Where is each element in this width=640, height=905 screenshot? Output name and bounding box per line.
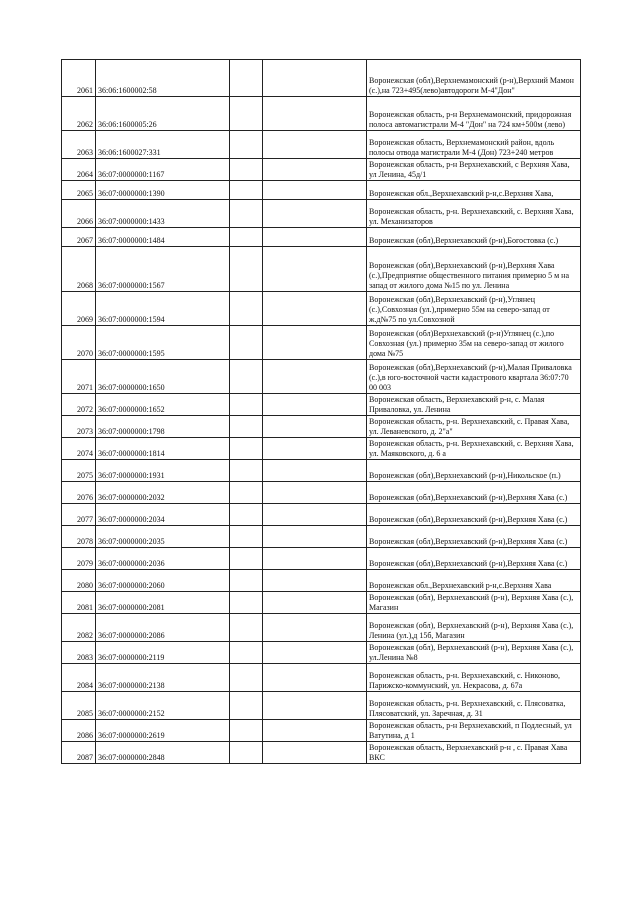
- empty-cell: [230, 570, 263, 592]
- empty-cell: [230, 504, 263, 526]
- row-number: 2063: [62, 131, 96, 159]
- cadastral-number: 36:07:0000000:1650: [96, 360, 230, 394]
- table-row: [62, 292, 581, 326]
- cadastral-number: 36:07:0000000:1567: [96, 247, 230, 292]
- table-row: [62, 614, 581, 642]
- cadastral-number: 36:07:0000000:1814: [96, 438, 230, 460]
- address: Воронежская (обл),Верхнехавский (р-н),Углянец (с.),Совхозная (ул.),примерно 55м на северо-запад от ж.д№75 по ул.Совхозной: [367, 292, 581, 326]
- empty-cell: [230, 526, 263, 548]
- empty-cell: [230, 131, 263, 159]
- empty-cell: [230, 360, 263, 394]
- address: Воронежская область, р-н. Верхнехавский, с. Верхняя Хава, ул. Механизаторов: [367, 200, 581, 228]
- table-row: [62, 200, 581, 228]
- empty-cell: [230, 394, 263, 416]
- table-row: [62, 438, 581, 460]
- empty-cell: [263, 181, 367, 200]
- empty-cell: [230, 159, 263, 181]
- address: Воронежская область, р-н. Верхнехавский, с. Плясоватка, Плясоватский, ул. Заречная, д. 31: [367, 692, 581, 720]
- table-row: [62, 416, 581, 438]
- empty-cell: [263, 60, 367, 97]
- address: Воронежская (обл),Верхнехавский (р-н),Богостовка (с.): [367, 228, 581, 247]
- cadastral-number: 36:07:0000000:1433: [96, 200, 230, 228]
- cadastral-number: 36:07:0000000:1167: [96, 159, 230, 181]
- empty-cell: [230, 592, 263, 614]
- empty-cell: [263, 614, 367, 642]
- registry-table-body: [62, 60, 581, 764]
- empty-cell: [263, 438, 367, 460]
- table-row: [62, 460, 581, 482]
- cadastral-number: 36:07:0000000:2152: [96, 692, 230, 720]
- empty-cell: [230, 200, 263, 228]
- empty-cell: [263, 131, 367, 159]
- table-row: [62, 570, 581, 592]
- table-row: [62, 742, 581, 764]
- table-row: [62, 482, 581, 504]
- cadastral-number: 36:07:0000000:2034: [96, 504, 230, 526]
- empty-cell: [263, 247, 367, 292]
- row-number: 2083: [62, 642, 96, 664]
- cadastral-number: 36:07:0000000:1931: [96, 460, 230, 482]
- table-row: [62, 131, 581, 159]
- empty-cell: [263, 504, 367, 526]
- empty-cell: [263, 642, 367, 664]
- table-row: [62, 548, 581, 570]
- address: Воронежская область, р-н. Верхнехавский, с. Верхняя Хава, ул. Маяковского, д. 6 а: [367, 438, 581, 460]
- empty-cell: [230, 326, 263, 360]
- empty-cell: [230, 228, 263, 247]
- row-number: 2087: [62, 742, 96, 764]
- table-row: [62, 642, 581, 664]
- row-number: 2078: [62, 526, 96, 548]
- address: Воронежская (обл),Верхнемамонский (р-н),Верхний Мамон (с.),на 723+495(лево)автодороги М-4"Дон": [367, 60, 581, 97]
- empty-cell: [230, 292, 263, 326]
- row-number: 2062: [62, 97, 96, 131]
- registry-table: [61, 59, 581, 764]
- empty-cell: [230, 247, 263, 292]
- cadastral-number: 36:07:0000000:2119: [96, 642, 230, 664]
- empty-cell: [230, 60, 263, 97]
- cadastral-number: 36:07:0000000:2036: [96, 548, 230, 570]
- cadastral-number: 36:07:0000000:2086: [96, 614, 230, 642]
- table-row: [62, 159, 581, 181]
- empty-cell: [230, 438, 263, 460]
- row-number: 2071: [62, 360, 96, 394]
- empty-cell: [263, 360, 367, 394]
- empty-cell: [230, 742, 263, 764]
- table-row: [62, 228, 581, 247]
- table-row: [62, 247, 581, 292]
- empty-cell: [263, 326, 367, 360]
- address: Воронежская область, Верхнехавский р-н , с. Правая Хава ВКС: [367, 742, 581, 764]
- row-number: 2079: [62, 548, 96, 570]
- empty-cell: [230, 614, 263, 642]
- table-row: [62, 360, 581, 394]
- cadastral-number: 36:07:0000000:1484: [96, 228, 230, 247]
- empty-cell: [230, 642, 263, 664]
- table-row: [62, 60, 581, 97]
- empty-cell: [263, 228, 367, 247]
- empty-cell: [263, 664, 367, 692]
- cadastral-number: 36:06:1600027:331: [96, 131, 230, 159]
- table-row: [62, 592, 581, 614]
- cadastral-number: 36:07:0000000:2138: [96, 664, 230, 692]
- empty-cell: [230, 97, 263, 131]
- row-number: 2076: [62, 482, 96, 504]
- address: Воронежская область, Верхнемамонский район, вдоль полосы отвода магистрали М-4 (Дон) 723+240 метров: [367, 131, 581, 159]
- address: Воронежская (обл), Верхнехавский (р-н), Верхняя Хава (с.), ул.Ленина №8: [367, 642, 581, 664]
- address: Воронежская область, р-н Верхнемамонский, придорожная полоса автомагистрали М-4 "Дон" на 724 км+500м (лево): [367, 97, 581, 131]
- address: Воронежская (обл)Верхнехавский (р-н)Углянец (с.),по Совхозная (ул.) примерно 35м на северо-запад от жилого дома №75: [367, 326, 581, 360]
- cadastral-number: 36:07:0000000:2848: [96, 742, 230, 764]
- table-row: [62, 394, 581, 416]
- empty-cell: [263, 416, 367, 438]
- table-row: [62, 664, 581, 692]
- row-number: 2073: [62, 416, 96, 438]
- table-row: [62, 692, 581, 720]
- empty-cell: [263, 97, 367, 131]
- cadastral-number: 36:06:1600002:58: [96, 60, 230, 97]
- row-number: 2069: [62, 292, 96, 326]
- row-number: 2082: [62, 614, 96, 642]
- row-number: 2067: [62, 228, 96, 247]
- row-number: 2077: [62, 504, 96, 526]
- empty-cell: [263, 159, 367, 181]
- address: Воронежская область, р-н Верхнехавский, с Верхняя Хава, ул Ленина, 45д/1: [367, 159, 581, 181]
- cadastral-number: 36:07:0000000:2081: [96, 592, 230, 614]
- table-row: [62, 504, 581, 526]
- address: Воронежская (обл),Верхнехавский (р-н),Никольское (п.): [367, 460, 581, 482]
- address: Воронежская (обл),Верхнехавский (р-н),Верхняя Хава (с.): [367, 482, 581, 504]
- row-number: 2075: [62, 460, 96, 482]
- cadastral-number: 36:07:0000000:2035: [96, 526, 230, 548]
- row-number: 2072: [62, 394, 96, 416]
- empty-cell: [263, 720, 367, 742]
- address: Воронежская обл.,Верхнехавский р-н,с.Верхняя Хава: [367, 570, 581, 592]
- row-number: 2070: [62, 326, 96, 360]
- empty-cell: [263, 292, 367, 326]
- empty-cell: [263, 592, 367, 614]
- cadastral-number: 36:07:0000000:1390: [96, 181, 230, 200]
- row-number: 2084: [62, 664, 96, 692]
- row-number: 2074: [62, 438, 96, 460]
- address: Воронежская (обл), Верхнехавский (р-н), Верхняя Хава (с.), Ленина (ул.),д 15б, Магазин: [367, 614, 581, 642]
- cadastral-number: 36:07:0000000:1594: [96, 292, 230, 326]
- empty-cell: [263, 526, 367, 548]
- empty-cell: [230, 416, 263, 438]
- empty-cell: [230, 460, 263, 482]
- cadastral-number: 36:07:0000000:1595: [96, 326, 230, 360]
- table-row: [62, 97, 581, 131]
- empty-cell: [230, 181, 263, 200]
- row-number: 2086: [62, 720, 96, 742]
- address: Воронежская (обл),Верхнехавский (р-н),Верхняя Хава (с.): [367, 548, 581, 570]
- address: Воронежская область, Верхнехавский р-н, с. Малая Приваловка, ул. Ленина: [367, 394, 581, 416]
- row-number: 2085: [62, 692, 96, 720]
- empty-cell: [263, 742, 367, 764]
- address: Воронежская (обл),Верхнехавский (р-н),Верхняя Хава (с.),Предприятие общественного питания примерно 5 м на запад от жилого дома №15 по ул. Ленина: [367, 247, 581, 292]
- address: Воронежская (обл), Верхнехавский (р-н), Верхняя Хава (с.), Магазин: [367, 592, 581, 614]
- address: Воронежская область, р-н. Верхнехавский, с. Правая Хава, ул. Леваневского, д. 2"а": [367, 416, 581, 438]
- empty-cell: [263, 482, 367, 504]
- row-number: 2081: [62, 592, 96, 614]
- empty-cell: [230, 692, 263, 720]
- cadastral-number: 36:07:0000000:2032: [96, 482, 230, 504]
- empty-cell: [263, 460, 367, 482]
- cadastral-number: 36:07:0000000:2060: [96, 570, 230, 592]
- table-row: [62, 526, 581, 548]
- empty-cell: [230, 548, 263, 570]
- empty-cell: [263, 394, 367, 416]
- cadastral-number: 36:07:0000000:1798: [96, 416, 230, 438]
- table-row: [62, 326, 581, 360]
- empty-cell: [263, 692, 367, 720]
- address: Воронежская (обл),Верхнехавский (р-н),Верхняя Хава (с.): [367, 526, 581, 548]
- empty-cell: [230, 720, 263, 742]
- empty-cell: [230, 482, 263, 504]
- row-number: 2065: [62, 181, 96, 200]
- empty-cell: [263, 548, 367, 570]
- empty-cell: [230, 664, 263, 692]
- table-row: [62, 181, 581, 200]
- address: Воронежская область, р-н. Верхнехавский, с. Никоново, Парижско-коммунский, ул. Некрасова, д. 67а: [367, 664, 581, 692]
- row-number: 2061: [62, 60, 96, 97]
- cadastral-number: 36:06:1600005:26: [96, 97, 230, 131]
- empty-cell: [263, 570, 367, 592]
- row-number: 2066: [62, 200, 96, 228]
- empty-cell: [263, 200, 367, 228]
- address: Воронежская (обл),Верхнехавский (р-н),Верхняя Хава (с.): [367, 504, 581, 526]
- row-number: 2080: [62, 570, 96, 592]
- address: Воронежская область, р-н Верхнехавский, п Подлесный, ул Ватутина, д 1: [367, 720, 581, 742]
- row-number: 2068: [62, 247, 96, 292]
- row-number: 2064: [62, 159, 96, 181]
- cadastral-number: 36:07:0000000:1652: [96, 394, 230, 416]
- address: Воронежская обл.,Верхнехавский р-н,с.Верхняя Хава,: [367, 181, 581, 200]
- cadastral-number: 36:07:0000000:2619: [96, 720, 230, 742]
- address: Воронежская (обл),Верхнехавский (р-н),Малая Приваловка (с.),в юго-восточной части кадастрового квартала 36:07:70 00 003: [367, 360, 581, 394]
- table-row: [62, 720, 581, 742]
